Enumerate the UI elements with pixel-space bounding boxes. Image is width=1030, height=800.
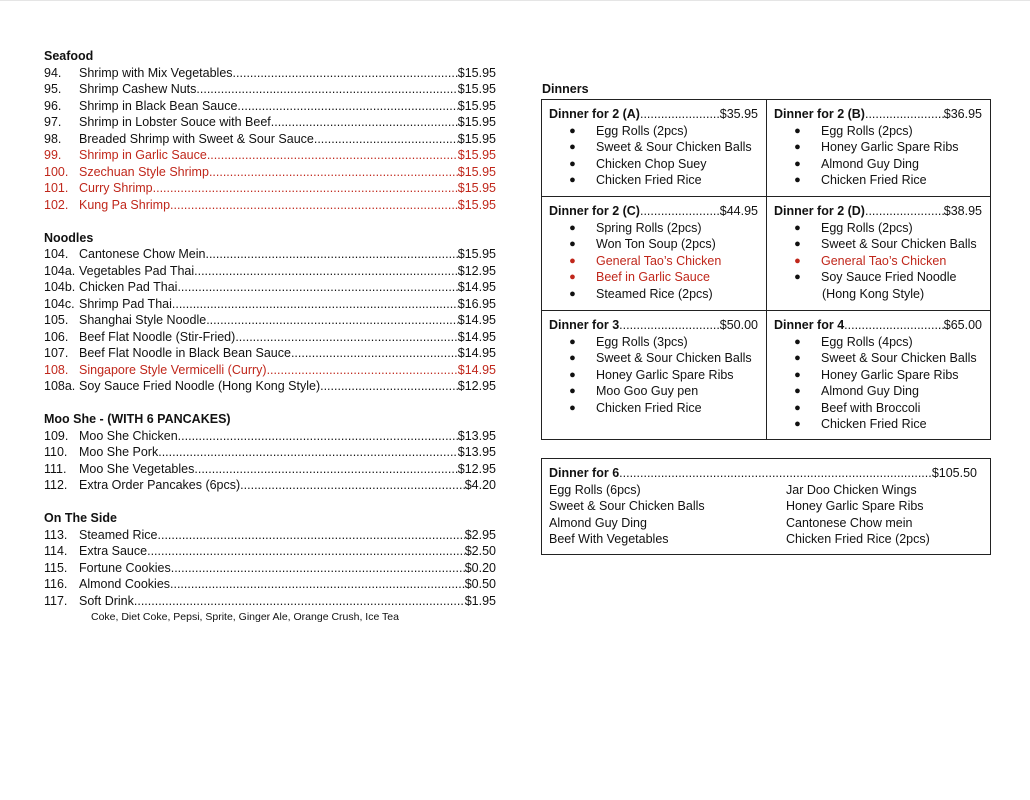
dot-leader	[147, 543, 465, 560]
combo-item-text: Egg Rolls (2pcs)	[821, 220, 913, 235]
item-price: $2.95	[464, 527, 496, 542]
combo-item-text: Egg Rolls (3pcs)	[596, 334, 688, 349]
bullet-icon: ●	[794, 335, 801, 348]
item-name: Almond Cookies	[79, 577, 171, 591]
dot-leader	[170, 576, 465, 593]
combo-item	[549, 350, 766, 367]
bullet-icon: ●	[794, 174, 801, 186]
dot-leader	[619, 317, 720, 334]
item-name: Extra Order Pancakes (6pcs)	[79, 478, 241, 492]
dot-leader	[237, 98, 457, 115]
bullet-icon: ●	[794, 141, 801, 153]
item-name: Szechuan Style Shrimp	[79, 164, 209, 179]
combo-item-text: Spring Rolls (2pcs)	[596, 220, 702, 235]
menu-item	[44, 329, 496, 346]
item-name: Moo She Chicken	[79, 428, 178, 443]
item-price: $15.95	[457, 181, 496, 195]
dinner-combos-grid	[541, 99, 991, 440]
combo-price: $36.95	[943, 107, 982, 121]
menu-item	[44, 362, 496, 379]
menu-item	[44, 81, 496, 98]
dinners-title: Dinners	[542, 82, 589, 96]
item-name: Shrimp in Lobster Souce with Beef	[79, 115, 271, 129]
combo-price: $35.95	[719, 107, 758, 121]
combo-item: Almond Guy Ding	[549, 515, 647, 530]
item-price: $16.95	[457, 296, 496, 311]
combo-name: Dinner for 2 (A)	[549, 107, 640, 121]
combo-item	[549, 400, 766, 417]
item-price: $12.95	[457, 379, 496, 393]
item-name: Fortune Cookies	[79, 560, 171, 575]
combo-item	[549, 334, 766, 351]
dot-leader	[209, 164, 458, 181]
dot-leader	[171, 560, 465, 577]
item-name: Soft Drink	[79, 593, 134, 608]
menu-item	[44, 593, 496, 610]
bullet-icon: ●	[569, 141, 576, 153]
bullet-icon: ●	[569, 238, 576, 250]
combo-header	[774, 203, 990, 220]
menu-item	[44, 279, 496, 296]
combo-item-text: Almond Guy Ding	[821, 384, 919, 398]
item-number: 111.	[44, 461, 67, 476]
section-title: Seafood	[44, 49, 94, 63]
item-price: $15.95	[457, 115, 496, 129]
item-price: $15.95	[457, 131, 496, 146]
dot-leader	[619, 465, 932, 482]
combo-name: Dinner for 2 (D)	[774, 204, 865, 218]
section-title: On The Side	[44, 511, 117, 525]
combo-item-text: Steamed Rice (2pcs)	[596, 286, 713, 301]
combo-item-text: Egg Rolls (2pcs)	[821, 123, 913, 138]
combo-price: $50.00	[719, 318, 758, 332]
item-price: $12.95	[457, 263, 496, 278]
dot-leader	[291, 345, 458, 362]
item-price: $13.95	[457, 428, 496, 443]
combo-item	[549, 367, 766, 384]
dot-leader	[865, 203, 944, 220]
dinner-combo	[766, 197, 990, 311]
item-name: Shrimp Pad Thai	[79, 296, 172, 311]
combo-item	[549, 286, 766, 303]
combo-item-text: Egg Rolls (2pcs)	[596, 123, 688, 138]
dot-leader	[153, 180, 458, 197]
dot-leader	[178, 428, 458, 445]
item-name: Vegetables Pad Thai	[79, 263, 195, 278]
item-name: Moo She Vegetables	[79, 461, 195, 476]
item-price: $4.20	[464, 478, 496, 492]
bullet-icon: ●	[569, 287, 576, 300]
combo-item	[549, 220, 766, 237]
bullet-icon: ●	[794, 418, 801, 430]
dinner-combo	[542, 311, 766, 439]
dot-leader	[158, 527, 465, 544]
dot-leader	[196, 81, 457, 98]
item-name: Beef Flat Noodle in Black Bean Sauce	[79, 346, 291, 360]
item-name: Soy Sauce Fried Noodle (Hong Kong Style)	[79, 379, 321, 393]
section-spacer	[44, 494, 496, 511]
dot-leader	[320, 378, 458, 395]
item-number: 105.	[44, 313, 69, 327]
item-price: $1.95	[464, 593, 496, 608]
combo-item-text: General Tao’s Chicken	[821, 253, 947, 268]
menu-item	[44, 98, 496, 115]
bullet-icon: ●	[794, 254, 801, 267]
item-number: 97.	[44, 115, 62, 129]
menu-item	[44, 296, 496, 313]
dinner-for-6-column-b	[786, 482, 930, 548]
combo-item-text: Beef with Broccoli	[821, 400, 921, 415]
item-price: $15.95	[457, 148, 496, 162]
dot-leader	[194, 461, 457, 478]
item-price: $14.95	[457, 280, 496, 294]
item-number: 112.	[44, 478, 68, 492]
combo-item	[774, 334, 990, 351]
combo-item: Beef With Vegetables	[549, 532, 669, 546]
item-number: 100.	[44, 164, 69, 179]
item-number: 115.	[44, 560, 68, 575]
combo-item	[549, 383, 766, 400]
item-price: $15.95	[457, 65, 496, 80]
item-number: 99.	[44, 148, 62, 162]
combo-item-text: Chicken Fried Rice	[821, 173, 927, 187]
item-price: $15.95	[457, 247, 496, 261]
menu-item	[44, 477, 496, 494]
dot-leader	[271, 114, 458, 131]
dinner-for-6-header	[549, 465, 977, 482]
bullet-icon: ●	[794, 368, 801, 381]
combo-item	[774, 123, 990, 140]
combo-item-text: Honey Garlic Spare Ribs	[821, 367, 959, 382]
dot-leader	[267, 362, 458, 379]
item-number: 106.	[44, 329, 69, 344]
dot-leader	[233, 65, 458, 82]
combo-item: Jar Doo Chicken Wings	[786, 482, 917, 497]
bullet-icon: ●	[569, 385, 576, 397]
dinner-combo	[542, 197, 766, 311]
combo-item	[774, 220, 990, 237]
item-price: $15.95	[457, 82, 496, 96]
combo-item	[774, 236, 990, 253]
combo-item	[549, 156, 766, 173]
bullet-icon: ●	[569, 352, 576, 364]
combo-header	[549, 203, 766, 220]
combo-header	[774, 106, 990, 123]
menu-item	[44, 147, 496, 164]
menu-item	[44, 527, 496, 544]
menu-item	[44, 444, 496, 461]
item-name: Extra Sauce	[79, 544, 148, 558]
menu-item	[44, 65, 496, 82]
bullet-icon: ●	[569, 124, 576, 137]
section-title: Noodles	[44, 230, 94, 245]
section-title: Moo She - (WITH 6 PANCAKES)	[44, 412, 231, 426]
combo-name: Dinner for 6	[549, 466, 620, 480]
combo-item	[774, 367, 990, 384]
combo-name: Dinner for 3	[549, 318, 620, 332]
dot-leader	[206, 312, 458, 329]
dot-leader	[158, 444, 458, 461]
combo-item-text: Moo Goo Guy pen	[596, 384, 699, 398]
dot-leader	[640, 203, 720, 220]
combo-item-text: Beef in Garlic Sauce	[596, 270, 710, 284]
dinner-combo	[766, 311, 990, 439]
bullet-icon: ●	[569, 271, 576, 283]
combo-item-text: Won Ton Soup (2pcs)	[596, 237, 716, 251]
combo-item-text: Chicken Fried Rice	[596, 400, 702, 415]
combo-item-text: Chicken Chop Suey	[596, 156, 707, 171]
dinner-combo	[766, 100, 990, 197]
item-name: Beef Flat Noodle (Stir-Fried)	[79, 329, 236, 344]
combo-item-text: Sweet & Sour Chicken Balls	[821, 237, 977, 251]
menu-item	[44, 378, 496, 395]
item-name: Shrimp with Mix Vegetables	[79, 65, 233, 80]
dot-leader	[865, 106, 944, 123]
item-number: 116.	[44, 577, 68, 591]
combo-item-text: Chicken Fried Rice	[821, 417, 927, 431]
bullet-icon: ●	[569, 368, 576, 381]
bullet-icon: ●	[569, 221, 576, 234]
menu-item	[44, 312, 496, 329]
item-number: 113.	[44, 527, 68, 542]
dinner-for-6-box	[541, 458, 991, 555]
menu-item	[44, 131, 496, 148]
combo-item	[549, 123, 766, 140]
combo-item	[774, 172, 990, 189]
dot-leader	[640, 106, 720, 123]
combo-name: Dinner for 2 (C)	[549, 204, 640, 218]
combo-item-text: Egg Rolls (4pcs)	[821, 334, 913, 349]
combo-item-text: Sweet & Sour Chicken Balls	[596, 140, 752, 154]
item-number: 107.	[44, 346, 69, 360]
item-number: 104c.	[44, 296, 75, 311]
item-price: $14.95	[457, 313, 496, 327]
dot-leader	[177, 279, 457, 296]
section-note: Coke, Diet Coke, Pepsi, Sprite, Ginger Ale, Orange Crush, Ice Tea	[91, 611, 399, 623]
combo-item-text: Sweet & Sour Chicken Balls	[821, 351, 977, 365]
dot-leader	[235, 329, 457, 346]
combo-item	[774, 350, 990, 367]
dot-leader	[314, 131, 458, 148]
item-name: Moo She Pork	[79, 445, 159, 459]
item-number: 104.	[44, 247, 69, 261]
item-price: $14.95	[457, 346, 496, 360]
dot-leader	[172, 296, 458, 313]
bullet-icon: ●	[794, 271, 801, 283]
combo-item	[549, 172, 766, 189]
combo-header	[549, 317, 766, 334]
item-price: $15.95	[457, 197, 496, 212]
combo-item	[774, 253, 990, 270]
item-number: 110.	[44, 445, 68, 459]
bullet-icon: ●	[569, 174, 576, 186]
combo-item: Cantonese Chow mein	[786, 515, 913, 530]
combo-header	[549, 106, 766, 123]
item-price: $15.95	[457, 164, 496, 179]
combo-item-text: Honey Garlic Spare Ribs	[821, 140, 959, 154]
section-spacer	[44, 213, 496, 230]
item-name: Steamed Rice	[79, 527, 158, 542]
combo-item	[774, 416, 990, 433]
item-number: 104b.	[44, 280, 76, 294]
combo-item: Egg Rolls (6pcs)	[549, 482, 641, 497]
bullet-icon: ●	[794, 157, 801, 170]
bullet-icon: ●	[569, 254, 576, 267]
menu-left-column	[44, 48, 496, 625]
dot-leader	[134, 593, 465, 610]
item-name: Curry Shrimp	[79, 181, 153, 195]
item-number: 108a.	[44, 379, 76, 393]
dot-leader	[240, 477, 465, 494]
item-number: 104a.	[44, 263, 76, 278]
item-name: Shrimp in Black Bean Sauce	[79, 98, 238, 113]
menu-item	[44, 560, 496, 577]
bullet-icon: ●	[569, 401, 576, 414]
bullet-icon: ●	[569, 157, 576, 170]
combo-item-text: Soy Sauce Fried Noodle	[821, 270, 957, 284]
combo-item	[774, 400, 990, 417]
combo-item: Honey Garlic Spare Ribs	[786, 499, 924, 513]
bullet-icon: ●	[794, 352, 801, 364]
combo-price: $105.50	[931, 466, 977, 480]
bullet-icon: ●	[794, 124, 801, 137]
item-number: 96.	[44, 98, 62, 113]
item-price: $0.50	[464, 577, 496, 591]
combo-item: Sweet & Sour Chicken Balls	[549, 499, 705, 513]
combo-item	[549, 139, 766, 156]
item-number: 108.	[44, 362, 69, 377]
dinner-for-6-column-a	[549, 482, 786, 548]
combo-item: Chicken Fried Rice (2pcs)	[786, 532, 930, 546]
bullet-icon: ●	[794, 221, 801, 234]
section-spacer	[44, 395, 496, 412]
combo-item	[774, 139, 990, 156]
item-price: $14.95	[457, 329, 496, 344]
combo-item	[774, 383, 990, 400]
combo-item	[774, 156, 990, 173]
combo-price: $65.00	[943, 318, 982, 332]
combo-item	[549, 236, 766, 253]
combo-item-continuation: (Hong Kong Style)	[822, 286, 925, 301]
bullet-icon: ●	[794, 401, 801, 414]
dot-leader	[205, 246, 457, 263]
menu-item	[44, 197, 496, 214]
combo-name: Dinner for 4	[774, 318, 845, 332]
combo-price: $44.95	[719, 204, 758, 218]
combo-item-text: Chicken Fried Rice	[596, 173, 702, 187]
menu-item	[44, 180, 496, 197]
item-name: Kung Pa Shrimp	[79, 197, 171, 212]
dot-leader	[844, 317, 944, 334]
menu-item	[44, 461, 496, 478]
combo-item-text: Almond Guy Ding	[821, 156, 919, 171]
menu-item	[44, 246, 496, 263]
menu-item	[44, 428, 496, 445]
combo-item	[774, 269, 990, 286]
item-price: $15.95	[457, 98, 496, 113]
item-name: Breaded Shrimp with Sweet & Sour Sauce	[79, 131, 314, 146]
item-price: $13.95	[457, 445, 496, 459]
combo-item-text: Honey Garlic Spare Ribs	[596, 367, 734, 382]
combo-item	[549, 253, 766, 270]
combo-item-text: Sweet & Sour Chicken Balls	[596, 351, 752, 365]
item-number: 117.	[44, 593, 68, 608]
combo-price: $38.95	[943, 204, 982, 218]
item-name: Singapore Style Vermicelli (Curry)	[79, 362, 267, 377]
bullet-icon: ●	[794, 385, 801, 397]
item-price: $12.95	[457, 461, 496, 476]
menu-item	[44, 345, 496, 362]
item-number: 114.	[44, 544, 68, 558]
menu-item	[44, 114, 496, 131]
item-number: 95.	[44, 82, 62, 96]
menu-item	[44, 263, 496, 280]
item-name: Chicken Pad Thai	[79, 280, 178, 294]
dot-leader	[194, 263, 458, 280]
item-name: Shanghai Style Noodle	[79, 313, 207, 327]
combo-item-text: General Tao’s Chicken	[596, 253, 722, 268]
menu-item	[44, 576, 496, 593]
item-price: $14.95	[457, 362, 496, 377]
combo-name: Dinner for 2 (B)	[774, 107, 865, 121]
item-number: 101.	[44, 181, 69, 195]
item-number: 98.	[44, 131, 62, 146]
bullet-icon: ●	[794, 238, 801, 250]
item-name: Cantonese Chow Mein	[79, 247, 206, 261]
dot-leader	[207, 147, 458, 164]
menu-item	[44, 543, 496, 560]
dot-leader	[170, 197, 458, 214]
item-number: 102.	[44, 197, 69, 212]
item-price: $0.20	[464, 560, 496, 575]
menu-item	[44, 164, 496, 181]
item-number: 109.	[44, 428, 69, 443]
dinner-combo	[542, 100, 766, 197]
combo-header	[774, 317, 990, 334]
page-top-divider	[0, 0, 1030, 1]
bullet-icon: ●	[569, 335, 576, 348]
item-name: Shrimp Cashew Nuts	[79, 82, 197, 96]
item-price: $2.50	[464, 544, 496, 558]
item-number: 94.	[44, 65, 62, 80]
combo-item	[549, 269, 766, 286]
item-name: Shrimp in Garlic Sauce	[79, 148, 207, 162]
